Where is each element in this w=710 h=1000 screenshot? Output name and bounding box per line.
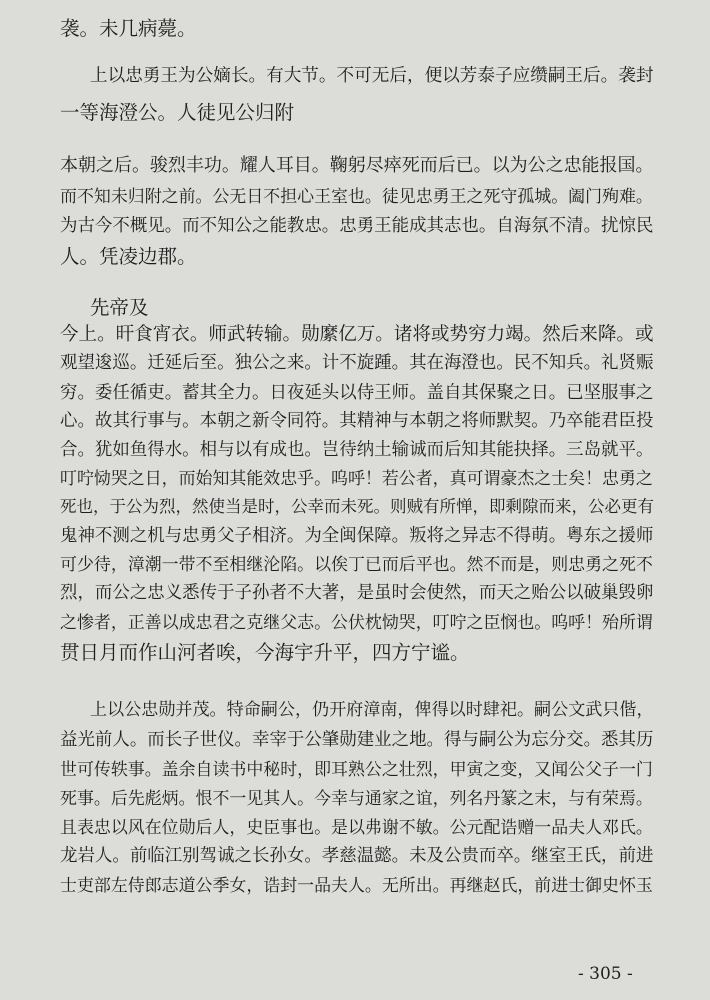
text-line: 观望逡巡。迁延后至。独公之来。计不旋踵。其在海澄也。民不知兵。礼贤赈	[60, 353, 654, 373]
text-line: 先帝及	[90, 296, 149, 319]
text-line: 士吏部左侍郎志道公季女，诰封一品夫人。无所出。再继赵氏，前进士御史怀玉	[60, 875, 653, 895]
text-line: 穷。委任循吏。蓄其全力。日夜延头以侍王师。盖自其保聚之日。已坚服事之	[60, 383, 654, 403]
text-line: 死事。后先彪炳。恨不一见其人。今幸与通家之谊，列名丹篆之末，与有荣焉。	[60, 788, 653, 808]
text-line: 心。故其行事与。本朝之新令同符。其精神与本朝之将师默契。乃卒能君臣投	[60, 411, 654, 431]
text-line: 世可传轶事。盖余自读书中秘时，即耳熟公之壮烈，甲寅之变，又闻公父子一门	[60, 759, 653, 779]
text-line: 叮咛恸哭之日，而始知其能效忠乎。呜呼！若公者，真可谓豪杰之士矣！忠勇之	[60, 468, 653, 488]
text-line: 今上。旰食宵衣。师武转输。勋縻亿万。诸将或势穷力竭。然后来降。或	[60, 324, 654, 345]
text-line: 益光前人。而长子世仪。幸宰于公肇勋建业之地。得与嗣公为忘分交。悉其历	[60, 730, 654, 750]
text-line: 而不知未归附之前。公无日不担心王室也。徒见忠勇王之死守孤城。阖门殉难。	[60, 186, 653, 206]
text-line: 合。犹如鱼得水。相与以有成也。岂待纳土输诚而后知其能抉择。三岛就平。	[60, 440, 654, 460]
text-line: 上以公忠勋并茂。特命嗣公，仍开府漳南，俾得以时肆祀。嗣公文武只偕，	[90, 700, 654, 720]
text-line: 贯日月而作山河者唉，今海宇升平，四方宁谧。	[60, 641, 470, 664]
text-line: 可少待，漳潮一带不至相继沦陷。以俟丁已而后平也。然不而是，则忠勇之死不	[60, 554, 653, 574]
text-line: 烈，而公之忠义悉传于子孙者不大著，是虽时会使然，而天之贻公以破巢毁卵	[60, 583, 654, 603]
text-line: 一等海澄公。人徒见公归附	[60, 101, 295, 124]
text-line: 之惨者，正善以成忠君之克继父志。公伏枕恸哭，叮咛之臣悯也。呜呼！殆所谓	[60, 612, 653, 632]
text-line: 且表忠以风在位勋后人，史臣事也。是以弗谢不敏。公元配诰赠一品夫人邓氏。	[60, 817, 653, 837]
text-line: 为古今不概见。而不知公之能教忠。忠勇王能成其志也。自海氛不清。扰惊民	[60, 216, 654, 236]
text-line: 鬼神不测之机与忠勇父子相济。为全闽保障。叛将之异志不得萌。粤东之援师	[60, 526, 654, 546]
text-line: 人。凭凌边郡。	[60, 245, 197, 268]
page-number: - 305 -	[578, 964, 633, 984]
text-line: 死也，于公为烈，然使当是时，公幸而未死。则贼有所惮，即剩隙而来，公必更有	[60, 497, 654, 516]
text-line: 上以忠勇王为公嫡长。有大节。不可无后，便以芳泰子应缵嗣王后。袭封	[90, 66, 654, 86]
text-line: 本朝之后。骏烈丰功。耀人耳目。鞠躬尽瘁死而后已。以为公之忠能报国。	[60, 155, 654, 176]
text-line: 龙岩人。前临江别驾诚之长孙女。孝慈温懿。未及公贵而卒。继室王氏，前进	[60, 846, 654, 866]
text-line: 袭。未几病薨。	[60, 17, 197, 40]
